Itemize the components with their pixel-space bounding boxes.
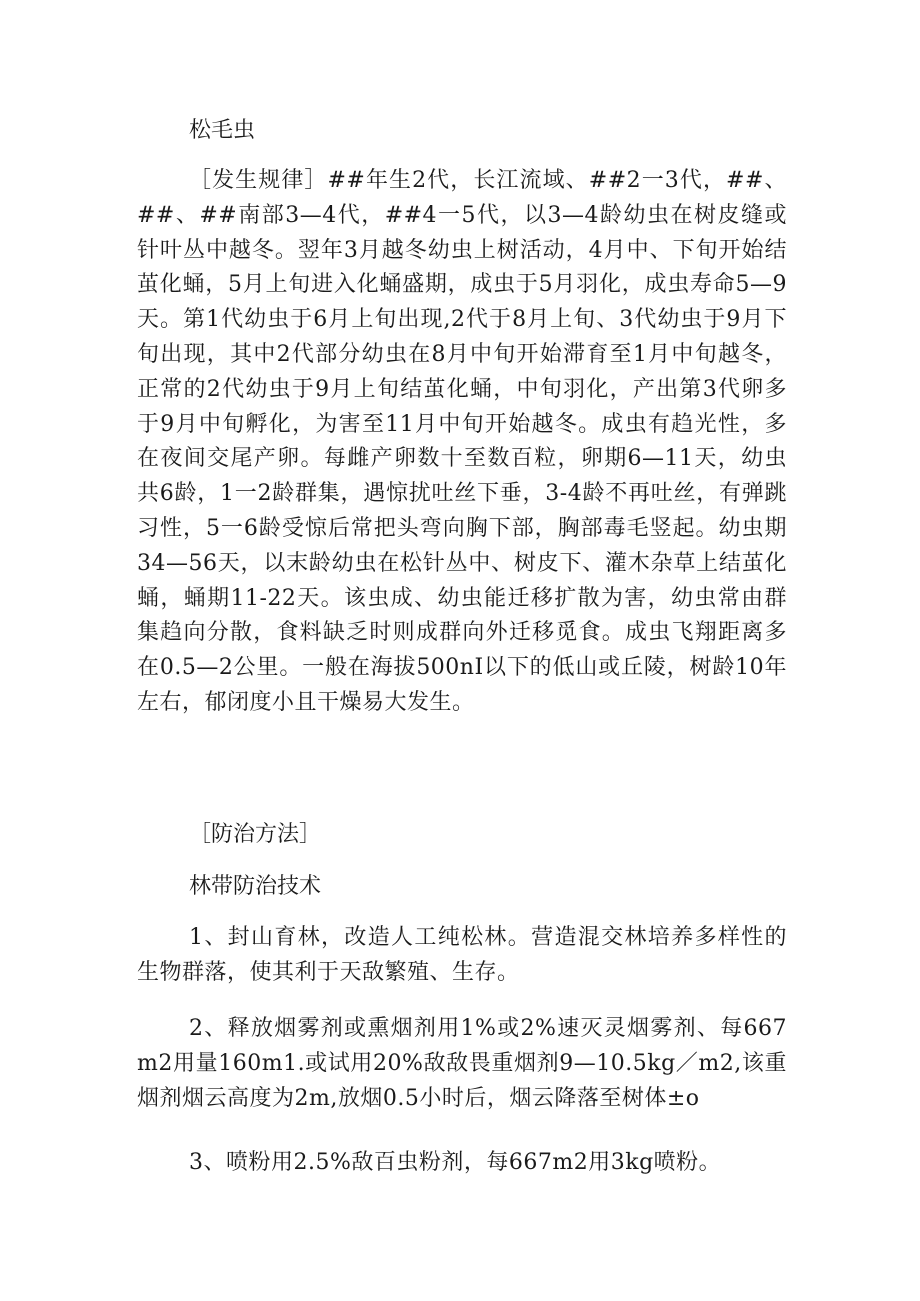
- method-item-2: 2、释放烟雾剂或熏烟剂用1%或2%速灭灵烟雾剂、每667m2用量160m1.或试用20%敌敌畏重烟剂9—10.5kg／m2,该重烟剂烟云高度为2m,放烟0.5小时后，烟云降落至树体±o: [137, 1016, 787, 1111]
- control-technique-subheading: 林带防治技术: [189, 874, 322, 899]
- methods-heading: ［防治方法］: [189, 822, 322, 847]
- method-item-1: 1、封山育林，改造人工纯松林。营造混交林培养多样性的生物群落，使其利于天敌繁殖、生存。: [137, 925, 787, 985]
- occurrence-paragraph: ［发生规律］##年生2代，长江流域、##2一3代，##、##、##南部3—4代，##4一5代，以3—4龄幼虫在树皮缝或针叶丛中越冬。翌年3月越冬幼虫上树活动，4月中、下旬开始结茧化蛹，5月上旬进入化蛹盛期，成虫于5月羽化，成虫寿命5—9天。第1代幼虫于6月上旬出现,2代于8月上旬、3代幼虫于9月下旬出现，其中2代部分幼虫在8月中旬开始滞育至1月中旬越冬，正常的2代幼虫于9月上旬结茧化蛹，中旬羽化，产出第3代卵多于9月中旬孵化，为害至11月中旬开始越冬。成虫有趋光性，多在夜间交尾产卵。每雌产卵数十至数百粒，卵期6—11天，幼虫共6龄，1一2龄群集，遇惊扰吐丝下垂，3-4龄不再吐丝，有弹跳习性，5一6龄受惊后常把头弯向胸下部，胸部毒毛竖起。幼虫期34—56天，以末龄幼虫在松针丛中、树皮下、灌木杂草上结茧化蛹，蛹期11-22天。该虫成、幼虫能迁移扩散为害，幼虫常由群集趋向分散，食料缺乏时则成群向外迁移觅食。成虫飞翔距离多在0.5—2公里。一般在海拔500nI以下的低山或丘陵，树龄10年左右，郁闭度小且干燥易大发生。: [137, 168, 787, 715]
- method-item-3: 3、喷粉用2.5%敌百虫粉剂，每667m2用3kg喷粉。: [189, 1150, 722, 1175]
- document-title: 松毛虫: [189, 118, 256, 143]
